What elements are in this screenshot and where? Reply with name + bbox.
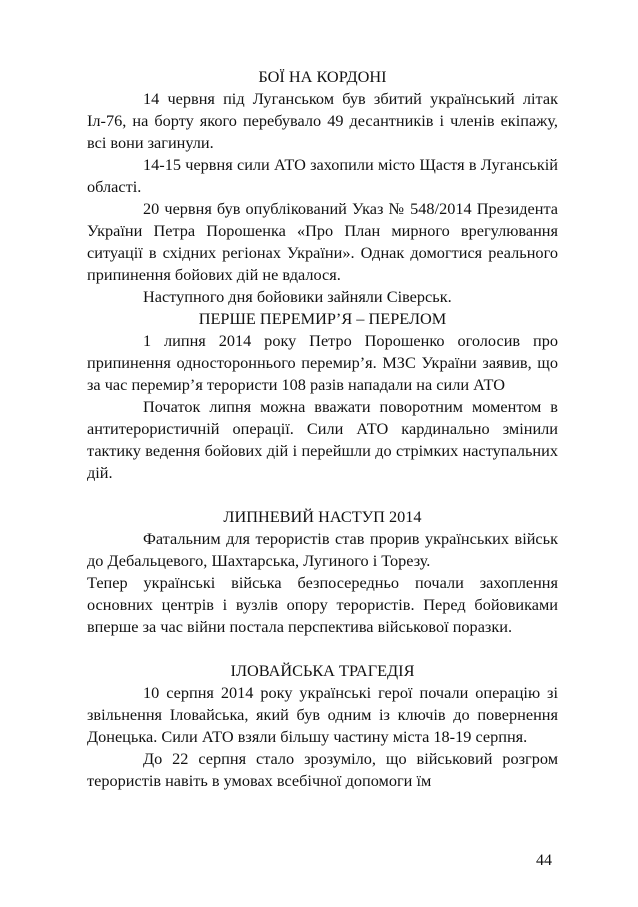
- section-heading-july-offensive: ЛИПНЕВИЙ НАСТУП 2014: [223, 507, 422, 526]
- paragraph: Наступного дня бойовики зайняли Сіверськ.: [143, 287, 452, 306]
- paragraph: До 22 серпня стало зрозуміло, що військовий розгром терористів навіть в умовах всебічної допомоги їм: [87, 749, 558, 790]
- paragraph: 14 червня під Луганськом був збитий український літак Іл-76, на борту якого перебувало 49 десантників і членів екіпажу, всі вони загинули.: [87, 89, 558, 152]
- paragraph: 14-15 червня сили АТО захопили місто Щастя в Луганській області.: [87, 155, 558, 196]
- paragraph: Фатальним для терористів став прорив українських військ до Дебальцевого, Шахтарська, Лугиного і Торезу.: [87, 529, 558, 570]
- paragraph: 1 липня 2014 року Петро Порошенко оголосив про припинення одностороннього перемир’я. МЗС України заявив, що за час перемир’я терористи 108 разів нападали на сили АТО: [87, 331, 558, 394]
- section-heading-first-truce: ПЕРШЕ ПЕРЕМИР’Я – ПЕРЕЛОМ: [198, 309, 447, 328]
- paragraph: 20 червня був опублікований Указ № 548/2014 Президента України Петра Порошенка «Про План мирного врегулювання ситуації в східних регіонах України». Однак домогтися реального припинення бойових дій не вдалося.: [87, 199, 558, 284]
- section-heading-ilovaisk-tragedy: ІЛОВАЙСЬКА ТРАГЕДІЯ: [230, 661, 415, 680]
- paragraph: 10 серпня 2014 року українські герої почали операцію зі звільнення Іловайська, який був одним із ключів до повернення Донецька. Сили АТО взяли більшу частину міста 18-19 серпня.: [87, 683, 558, 746]
- section-spacer: [87, 638, 558, 660]
- page-number: 44: [536, 852, 552, 869]
- paragraph: Тепер українські війська безпосередньо почали захоплення основних центрів і вузлів опору терористів. Перед бойовиками вперше за час війни постала перспектива військової поразки.: [87, 573, 558, 636]
- section-spacer: [87, 484, 558, 506]
- paragraph: Початок липня можна вважати поворотним моментом в антитерористичній операції. Сили АТО кардинально змінили тактику ведення бойових дій і перейшли до стрімких наступальних дій.: [87, 397, 558, 482]
- page-content: [87, 66, 558, 792]
- section-heading-border-battles: БОЇ НА КОРДОНІ: [258, 67, 387, 86]
